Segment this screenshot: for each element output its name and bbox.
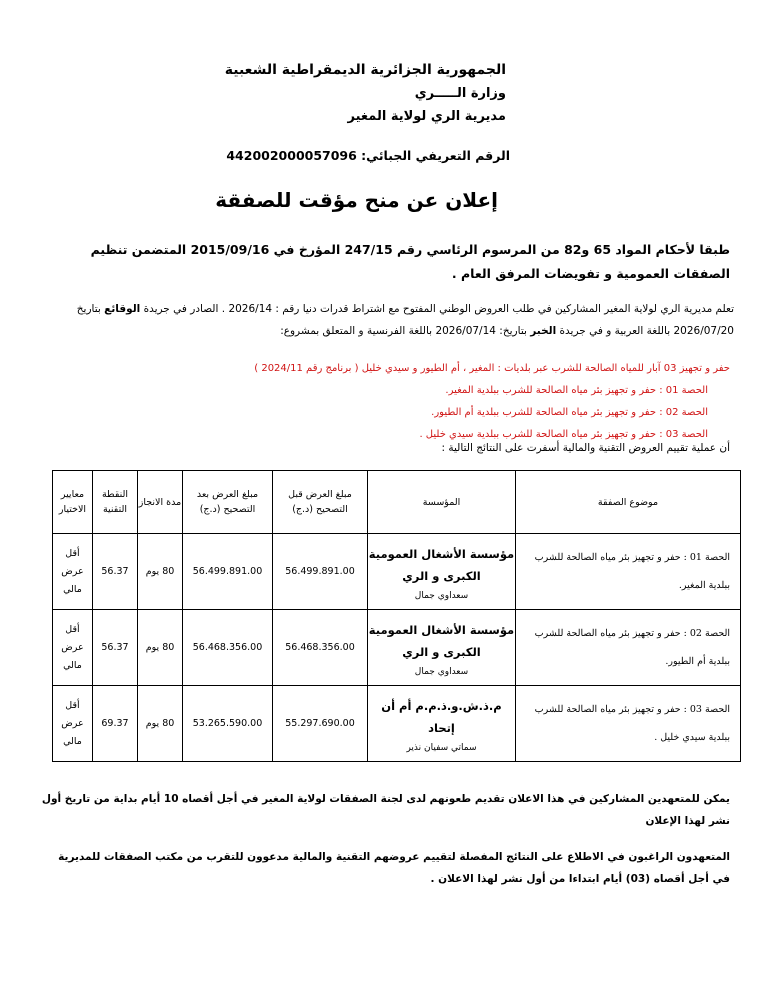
table-row	[53, 534, 741, 610]
document-header	[225, 62, 506, 124]
table-row	[53, 686, 741, 762]
project-description	[80, 358, 730, 446]
header-amount-before: مبلغ العرض قبل التصحيح (د.ج)	[273, 471, 368, 534]
results-intro: أن عملية تقييم العروض التقنية والمالية أسفرت على النتائج التالية :	[441, 442, 730, 454]
institution-manager: سعداوي جمال	[414, 590, 469, 601]
institution-name: مؤسسة الأشغال العمومية الكبرى و الري	[368, 622, 515, 659]
institution-name: مؤسسة الأشغال العمومية الكبرى و الري	[368, 546, 515, 583]
newspaper-2: الخبر	[530, 325, 557, 337]
project-lot-1: الحصة 01 : حفر و تجهيز بئر مياه الصالحة للشرب ببلدية المغير.	[445, 385, 708, 396]
project-main: حفر و تجهيز 03 آبار للمياه الصالحة للشرب عبر بلديات : المغير ، أم الطيور و سيدي خليل ( برنامج رقم 2024/11 )	[254, 363, 730, 374]
row-duration: 80 يوم	[138, 610, 183, 686]
notice-part1: تعلم مديرية الري لولاية المغير المشاركين في طلب العروض الوطني المفتوح مع اشتراط قدرات دنيا رقم : 2026/14 . الصادر في جريدة	[143, 303, 734, 315]
newspaper-1: الوقائع	[104, 303, 141, 315]
legal-basis: طبقا لأحكام المواد 65 و82 من المرسوم الرئاسي رقم 247/15 المؤرخ في 2015/09/16 المتضمن تنظيم الصفقات العمومية و تفويضات المرفق العام .	[90, 242, 730, 281]
row-institution	[368, 534, 516, 610]
row-score: 69.37	[93, 686, 138, 762]
invitation-notice: المتعهدون الراغبون في الاطلاع على النتائج المفصلة لتقييم عروضهم التقنية والمالية مدعوون للتقرب من مكتب الصفقات للمديرية في أجل أقصاه (03) أيام ابتداءا من أول نشر لهذا الاعلان .	[58, 851, 730, 885]
table-row	[53, 610, 741, 686]
header-score: النقطة التقنية	[93, 471, 138, 534]
project-lot-2: الحصة 02 : حفر و تجهيز بئر مياه الصالحة للشرب ببلدية أم الطيور.	[431, 407, 708, 418]
header-institution: المؤسسة	[368, 471, 516, 534]
row-subject: الحصة 03 : حفر و تجهيز بئر مياه الصالحة للشرب ببلدية سيدي خليل .	[516, 686, 741, 762]
notice-part2: بتاريخ 2026/07/20 باللغة العربية و في جريدة	[76, 303, 734, 337]
row-criteria: أقل عرض مالي	[53, 686, 93, 762]
tax-id: الرقم التعريفي الجبائي: 442002000057096	[226, 148, 510, 163]
institution-manager: سماتي سفيان نذير	[406, 742, 477, 753]
row-score: 56.37	[93, 610, 138, 686]
row-subject: الحصة 02 : حفر و تجهيز بئر مياه الصالحة للشرب ببلدية أم الطيور.	[516, 610, 741, 686]
results-table	[52, 470, 741, 762]
row-amount-before: 55.297.690.00	[273, 686, 368, 762]
row-score: 56.37	[93, 534, 138, 610]
project-lot-3: الحصة 03 : حفر و تجهيز بئر مياه الصالحة للشرب ببلدية سيدي خليل .	[419, 429, 708, 440]
row-subject: الحصة 01 : حفر و تجهيز بئر مياه الصالحة للشرب ببلدية المغير.	[516, 534, 741, 610]
notice-part3: بتاريخ: 2026/07/14 باللغة الفرنسية و المتعلق بمشروع:	[280, 325, 527, 337]
row-duration: 80 يوم	[138, 686, 183, 762]
row-institution	[368, 610, 516, 686]
directorate-name: مديرية الري لولاية المغير	[347, 109, 506, 124]
institution-name: م.ذ.ش.و.ذ.م.م أم أن إتحاد	[381, 698, 502, 735]
ministry-name: وزارة الـــــري	[414, 86, 506, 101]
row-criteria: أقل عرض مالي	[53, 610, 93, 686]
row-amount-before: 56.468.356.00	[273, 610, 368, 686]
row-amount-after: 56.468.356.00	[183, 610, 273, 686]
notice-paragraph	[34, 298, 734, 342]
table-header-row	[53, 471, 741, 534]
institution-manager: سعداوي جمال	[414, 666, 469, 677]
page-title: إعلان عن منح مؤقت للصفقة	[215, 188, 498, 212]
row-institution	[368, 686, 516, 762]
header-subject: موضوع الصفقة	[516, 471, 741, 534]
row-duration: 80 يوم	[138, 534, 183, 610]
row-amount-after: 53.265.590.00	[183, 686, 273, 762]
header-amount-after: مبلغ العرض بعد التصحيح (د.ج)	[183, 471, 273, 534]
header-duration: مدة الانجاز	[138, 471, 183, 534]
header-criteria: معايير الاختيار	[53, 471, 93, 534]
row-amount-before: 56.499.891.00	[273, 534, 368, 610]
row-criteria: أقل عرض مالي	[53, 534, 93, 610]
republic-name: الجمهورية الجزائرية الديمقراطية الشعبية	[224, 62, 506, 78]
row-amount-after: 56.499.891.00	[183, 534, 273, 610]
appeal-notice: يمكن للمتعهدين المشاركين في هذا الاعلان تقديم طعونهم لدى لجنة الصفقات لولاية المغير في أجل أقصاه 10 أيام بداية من تاريخ أول نشر لهذا الإعلان	[41, 793, 730, 827]
